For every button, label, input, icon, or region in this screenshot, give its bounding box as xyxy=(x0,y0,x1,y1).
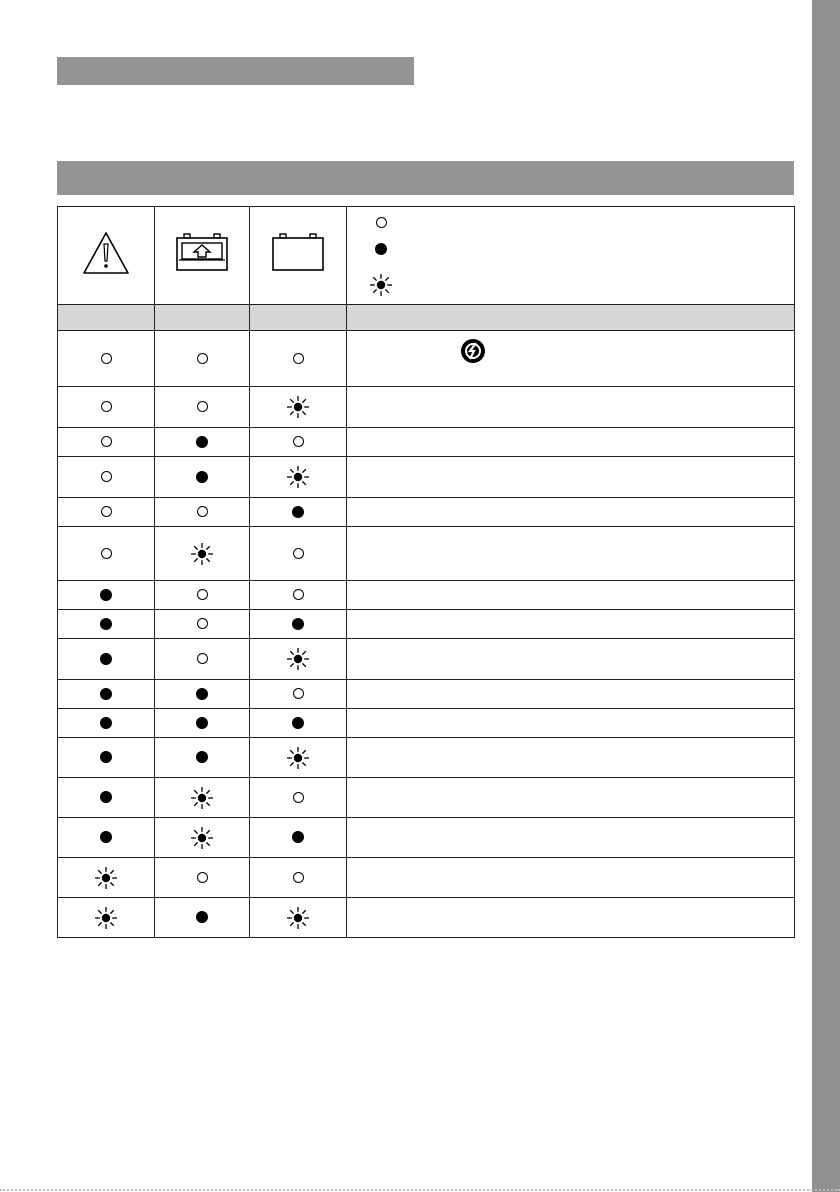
status-description-cell xyxy=(347,639,795,680)
led-off-icon xyxy=(293,792,304,803)
led-on-icon xyxy=(100,618,112,630)
side-index-tab xyxy=(812,0,840,1192)
led-off-icon xyxy=(197,506,208,517)
led-on-icon xyxy=(375,243,387,255)
column-label-warning xyxy=(58,305,155,331)
battery-led-cell xyxy=(250,581,347,610)
led-on-icon xyxy=(100,751,112,763)
battery-led-cell xyxy=(250,387,347,428)
battery-led-cell xyxy=(250,457,347,498)
charging-led-cell xyxy=(155,610,250,639)
led-status-table xyxy=(57,206,795,938)
led-legend xyxy=(347,207,794,304)
led-flash-icon xyxy=(94,866,118,890)
battery-led-cell xyxy=(250,527,347,581)
warning-led-cell xyxy=(58,898,155,938)
warning-led-cell xyxy=(58,387,155,428)
charging-led-cell xyxy=(155,387,250,428)
charging-led-cell xyxy=(155,527,250,581)
led-off-icon xyxy=(293,353,304,364)
led-off-icon xyxy=(101,436,112,447)
charging-led-cell xyxy=(155,738,250,778)
warning-column-header xyxy=(58,207,155,305)
battery-led-cell xyxy=(250,610,347,639)
led-flash-icon xyxy=(190,786,214,810)
table-row xyxy=(58,680,795,709)
led-flash-icon xyxy=(286,395,310,419)
power-symbol-icon xyxy=(460,338,486,364)
led-flash-icon xyxy=(286,647,310,671)
charging-led-cell xyxy=(155,858,250,898)
led-flash-icon xyxy=(286,906,310,930)
table-row xyxy=(58,738,795,778)
legend-led-on xyxy=(371,239,391,259)
warning-led-cell xyxy=(58,858,155,898)
warning-led-cell xyxy=(58,527,155,581)
battery-led-cell xyxy=(250,858,347,898)
led-off-icon xyxy=(101,471,112,482)
table-row xyxy=(58,610,795,639)
led-off-icon xyxy=(197,872,208,883)
led-off-icon xyxy=(197,653,208,664)
status-description-cell xyxy=(347,581,795,610)
battery-icon xyxy=(271,233,325,273)
led-off-icon xyxy=(101,548,112,559)
led-off-icon xyxy=(293,872,304,883)
warning-led-cell xyxy=(58,457,155,498)
led-on-icon xyxy=(100,589,112,601)
warning-led-cell xyxy=(58,680,155,709)
battery-led-cell xyxy=(250,428,347,457)
warning-led-cell xyxy=(58,428,155,457)
led-on-icon xyxy=(100,791,112,803)
table-row xyxy=(58,898,795,938)
led-off-icon xyxy=(197,353,208,364)
charging-led-cell xyxy=(155,680,250,709)
battery-led-cell xyxy=(250,898,347,938)
charging-led-cell xyxy=(155,818,250,858)
status-description-cell xyxy=(347,610,795,639)
column-label-battery xyxy=(250,305,347,331)
table-row xyxy=(58,818,795,858)
warning-led-cell xyxy=(58,709,155,738)
table-row xyxy=(58,639,795,680)
charging-led-cell xyxy=(155,581,250,610)
warning-led-cell xyxy=(58,639,155,680)
warning-led-cell xyxy=(58,738,155,778)
page-edge-line xyxy=(0,1189,840,1191)
battery-led-cell xyxy=(250,331,347,387)
table-row xyxy=(58,778,795,818)
led-off-icon xyxy=(197,589,208,600)
led-on-icon xyxy=(196,436,208,448)
led-on-icon xyxy=(292,618,304,630)
led-off-icon xyxy=(293,688,304,699)
status-description-cell xyxy=(347,738,795,778)
led-flash-icon xyxy=(369,273,393,297)
warning-led-cell xyxy=(58,610,155,639)
charging-led-cell xyxy=(155,498,250,527)
led-off-icon xyxy=(197,401,208,412)
charging-led-cell xyxy=(155,639,250,680)
table-row xyxy=(58,331,795,387)
page-heading-bar xyxy=(57,57,414,85)
status-description-cell xyxy=(347,778,795,818)
charging-led-cell xyxy=(155,457,250,498)
status-description-cell xyxy=(347,387,795,428)
battery-led-cell xyxy=(250,709,347,738)
led-off-icon xyxy=(101,506,112,517)
column-label-description xyxy=(347,305,795,331)
table-row xyxy=(58,428,795,457)
warning-led-cell xyxy=(58,331,155,387)
led-flash-icon xyxy=(94,906,118,930)
charging-led-cell xyxy=(155,709,250,738)
table-row xyxy=(58,527,795,581)
battery-led-cell xyxy=(250,680,347,709)
warning-led-cell xyxy=(58,498,155,527)
battery-led-cell xyxy=(250,818,347,858)
led-on-icon xyxy=(100,653,112,665)
led-off-icon xyxy=(197,618,208,629)
column-label-row xyxy=(58,305,795,331)
led-off-icon xyxy=(293,548,304,559)
status-description-cell xyxy=(347,680,795,709)
charging-led-cell xyxy=(155,428,250,457)
battery-charging-icon xyxy=(175,233,229,273)
table-row xyxy=(58,581,795,610)
charging-led-cell xyxy=(155,898,250,938)
led-flash-icon xyxy=(190,826,214,850)
led-off-icon xyxy=(293,436,304,447)
led-on-icon xyxy=(100,831,112,843)
battery-led-cell xyxy=(250,738,347,778)
status-description-cell xyxy=(347,818,795,858)
status-description-cell xyxy=(347,527,795,581)
warning-led-cell xyxy=(58,581,155,610)
table-row xyxy=(58,457,795,498)
led-off-icon xyxy=(293,589,304,600)
battery-led-cell xyxy=(250,639,347,680)
battery-led-cell xyxy=(250,498,347,527)
charging-led-cell xyxy=(155,331,250,387)
led-on-icon xyxy=(292,831,304,843)
led-off-icon xyxy=(376,217,387,228)
led-on-icon xyxy=(292,717,304,729)
led-flash-icon xyxy=(190,542,214,566)
led-legend-cell xyxy=(347,207,795,305)
warning-icon xyxy=(82,230,130,276)
led-on-icon xyxy=(100,688,112,700)
led-on-icon xyxy=(196,471,208,483)
led-on-icon xyxy=(196,688,208,700)
led-flash-icon xyxy=(286,746,310,770)
section-heading-bar xyxy=(57,161,794,195)
led-on-icon xyxy=(292,506,304,518)
charging-column-header xyxy=(155,207,250,305)
table-row xyxy=(58,387,795,428)
led-flash-icon xyxy=(286,465,310,489)
status-description-cell xyxy=(347,858,795,898)
battery-column-header xyxy=(250,207,347,305)
status-description-cell xyxy=(347,428,795,457)
led-on-icon xyxy=(100,717,112,729)
charging-led-cell xyxy=(155,778,250,818)
table-row xyxy=(58,498,795,527)
table-row xyxy=(58,858,795,898)
status-description-cell xyxy=(347,709,795,738)
legend-led-flash xyxy=(371,275,391,295)
legend-led-off xyxy=(371,212,391,232)
led-on-icon xyxy=(196,717,208,729)
battery-led-cell xyxy=(250,778,347,818)
warning-led-cell xyxy=(58,818,155,858)
status-description-cell xyxy=(347,331,795,387)
led-off-icon xyxy=(101,401,112,412)
status-description-cell xyxy=(347,498,795,527)
led-off-icon xyxy=(101,353,112,364)
warning-led-cell xyxy=(58,778,155,818)
led-on-icon xyxy=(196,751,208,763)
status-description-cell xyxy=(347,457,795,498)
status-description-cell xyxy=(347,898,795,938)
led-on-icon xyxy=(196,911,208,923)
column-label-charging xyxy=(155,305,250,331)
icon-header-row xyxy=(58,207,795,305)
table-row xyxy=(58,709,795,738)
